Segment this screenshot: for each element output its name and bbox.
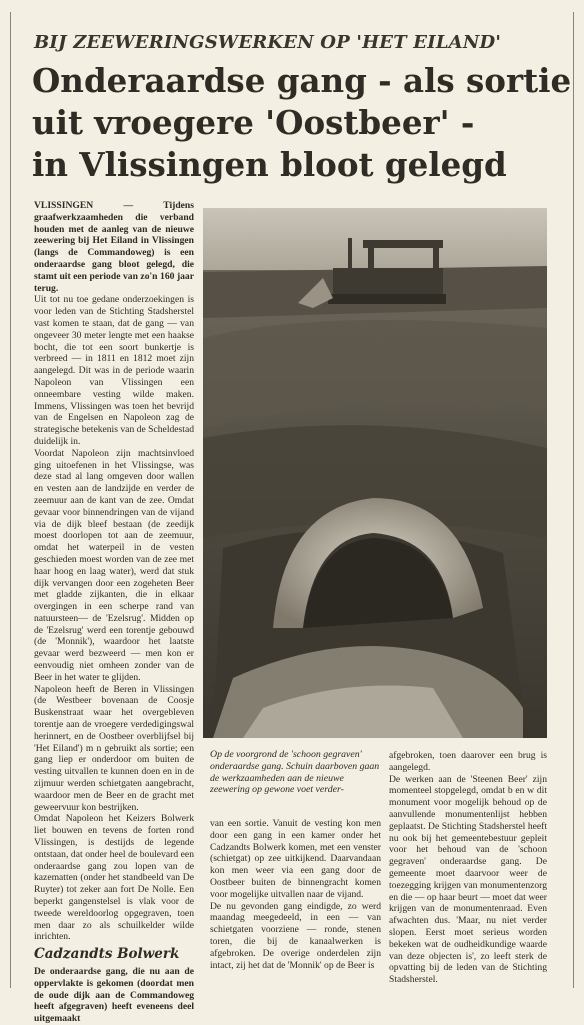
- headline-line-2: uit vroegere 'Oostbeer' -: [32, 103, 475, 142]
- paragraph: De onderaardse gang, die nu aan de oppervlakte is gekomen (doordat men de oude dijk aan de Commandoweg heeft afgegraven) heeft eveneens deel uitgemaakt: [34, 966, 194, 1025]
- paragraph: Napoleon heeft de Beren in Vlissingen (de Westbeer bovenaan de Coosje Buskenstraat waar het overgebleven torentje aan de vroegere verdedigingswal herinnert, en de Oostbeer overblijfsel bij 'Het Eiland') m n gebruikt als sortie; een gang liep er onderdoor om buiten de vesting uitvallen te kunnen doen en in de zijmuur werden schietgaten aangebracht, waardoor men de Beer en de gracht met geweervuur kon bestrijken.: [34, 683, 194, 813]
- headline-line-1: Onderaardse gang - als sortie: [32, 61, 572, 100]
- paragraph: De werken aan de 'Steenen Beer' zijn momenteel stopgelegd, omdat b en w dit monument voor mogelijk behoud op de aanvullende monumentenlijst hebben geplaatst. De Stichting Stadsherstel heeft nu ook bij het gemeentebestuur gepleit voor het behoud van de 'schoon gegraven' onderaardse gang. De gemeente moet daarvoor weer de toezegging krijgen van monumentenzorg en die — op haar beurt — moet dat weer krijgen van de monumentenraad. Even afwachten dus. 'Maar, nu niet verder slopen. Eerst moet serieus worden bekeken wat de oudheidkundige waarde van deze objecten is', zo leeft sterk de opvatting bij de leden van de Stichting Stadsherstel.: [389, 773, 547, 986]
- subheading: Cadzandts Bolwerk: [34, 946, 180, 963]
- paragraph: Omdat Napoleon het Keizers Bolwerk liet bouwen en tevens de forten rond Vlissingen, is destijds de legende ontstaan, dat onder heel de boulevard een onderaardse gang zou lopen van de kazematten (onder het standbeeld van De Ruyter) tot zeker aan fort De Nolle. Een beperkt gangenstelsel is vlak voor de tweede wereldoorlog opgegraven, toen men daar zo als schuilkelder wilde inrichten.: [34, 813, 194, 943]
- paragraph: Voordat Napoleon zijn machtsinvloed ging uitoefenen in het Vlissingse, was deze stad al lang omgeven door wallen en vesten aan de landzijde en verder de zeemuur aan de kant van de zee. Omdat gevaar voor binnendringen van de vijand via de dijk bleef bestaan (de zeedijk moest doorlopen tot aan de zeemuur, omdat het waterpeil in de vesten geschieden moest worden van de zee met haar hoog en laag water), werd dat stuk dijk vervangen door een zogeheten Beer met gladde zijkanten, die in elkaar overgingen in een scherpe rand van natuursteen— de 'Ezelsrug'. Midden op de 'Ezelsrug' werd een torentje gebouwd (de 'Monnik'), waardoor het laatste gevaar werd bezweerd — men kon er eenvoudig niet omheen zonder van de Beer in het water te glijden.: [34, 447, 194, 683]
- lead-paragraph: VLISSINGEN — Tijdens graafwerkzaamheden die verband houden met de aanleg van de nieuwe zeewering bij Het Eiland in Vlissingen (langs de Commandoweg) is een onderaardse gang bloot gelegd, die stamt uit een periode van zo'n 160 jaar terug.: [34, 200, 194, 294]
- column-1: [34, 200, 194, 1025]
- photo-excavation: [203, 208, 547, 738]
- kicker: BIJ ZEEWERINGSWERKEN OP 'HET EILAND': [34, 32, 502, 53]
- photo-illustration: [203, 208, 547, 738]
- paragraph: van een sortie. Vanuit de vesting kon men door een gang in een kamer onder het Cadzandts Bolwerk komen, met een venster (schietgat) op zee uitkijkend. Daarvandaan kon men weer via een gang door de Oostbeer buiten de binnengracht komen voor mogelijke uitvallen naar de vijand.: [210, 818, 381, 900]
- paragraph: Uit tot nu toe gedane onderzoekingen is voor leden van de Stichting Stadsherstel vast komen te staan, dat de gang — van ongeveer 30 meter lengte met een haakse bocht, die tot een soort bunkertje is verbreed — in 1811 en 1812 moet zijn aangelegd. Dit was in de periode waarin Napoleon van Vlissingen een onneembare vesting wilde maken. Immens, Vlissingen was toen het bevrijd van de Engelsen en Napoleon zag de strategische betekenis van de Scheldestad duidelijk in.: [34, 294, 194, 447]
- column-3: [389, 750, 547, 986]
- headline: [32, 60, 572, 186]
- paragraph: afgebroken, toen daarover een brug is aangelegd.: [389, 750, 547, 773]
- paragraph: De nu gevonden gang eindigde, zo werd maandag meegedeeld, in een — van schietgaten voorziene — ronde, stenen toren, die bij de kanaalwerken is afgebroken. De overige onderdelen zijn intact, zij het dat de 'Monnik' op de Beer is: [210, 900, 381, 971]
- headline-line-3: in Vlissingen bloot gelegd: [32, 145, 507, 184]
- photo-caption: Op de voorgrond de 'schoon gegraven' onderaardse gang. Schuin daarboven gaan de werkzaamheden aan de nieuwe zeewering op gewone voet verder-: [210, 749, 380, 796]
- column-2: [210, 818, 381, 971]
